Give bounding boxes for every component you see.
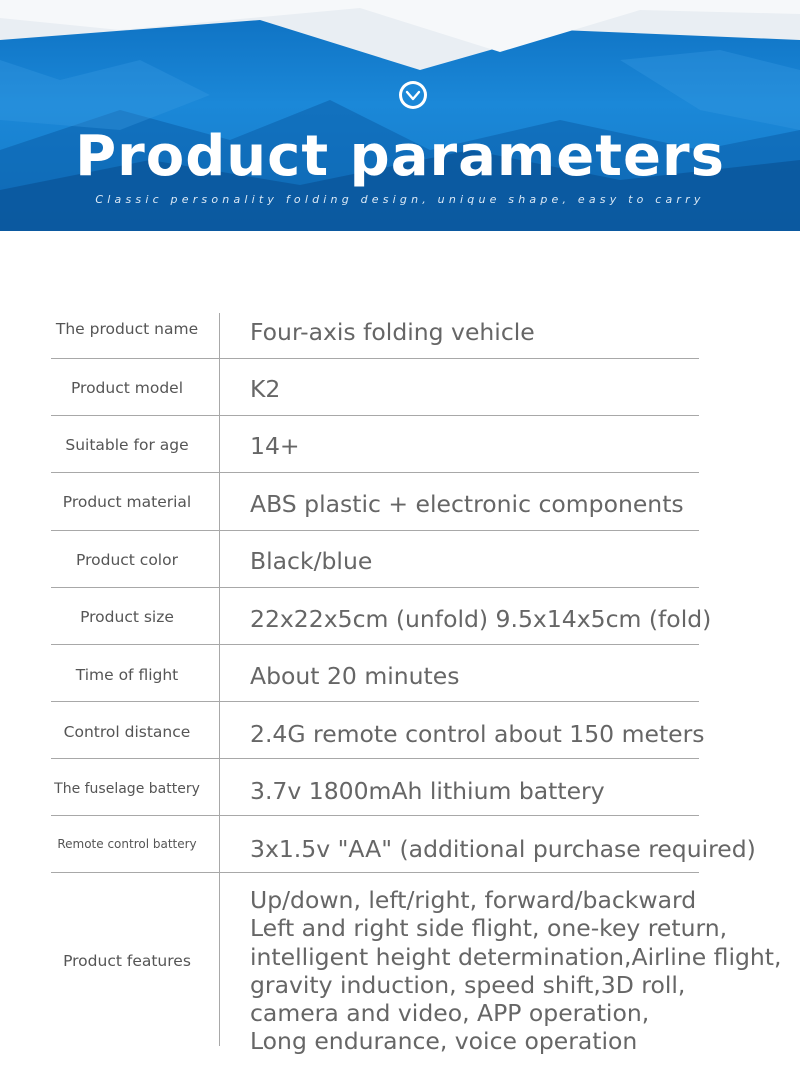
feature-line: Left and right side flight, one-key return,: [250, 914, 728, 943]
label-remote-battery: Remote control battery: [57, 837, 197, 851]
label-time-of-flight: Time of flight: [75, 666, 179, 684]
feature-line: gravity induction, speed shift,3D roll,: [250, 970, 686, 999]
value-product-features: [250, 886, 781, 1056]
value-time-of-flight: About 20 minutes: [250, 662, 460, 690]
row-divider: [51, 758, 699, 759]
label-fuselage-battery: The fuselage battery: [54, 781, 200, 797]
row-divider: [51, 587, 699, 588]
label-product-features: Product features: [63, 952, 191, 970]
row-divider: [51, 701, 699, 702]
row-divider: [51, 644, 699, 645]
value-suitable-age: 14+: [250, 432, 300, 460]
label-suitable-age: Suitable for age: [65, 436, 189, 454]
page-subtitle: Classic personality folding design, unique shape, easy to carry: [95, 193, 705, 206]
feature-line: camera and video, APP operation,: [250, 999, 650, 1028]
label-product-size: Product size: [80, 608, 174, 626]
row-divider: [51, 530, 699, 531]
feature-line: intelligent height determination,Airline flight,: [250, 942, 782, 971]
row-divider: [51, 415, 699, 416]
feature-line: Up/down, left/right, forward/backward: [250, 886, 697, 914]
row-divider: [51, 358, 699, 359]
label-control-distance: Control distance: [63, 723, 191, 741]
feature-line: Long endurance, voice operation: [250, 1027, 638, 1056]
value-remote-battery: 3x1.5v "AA" (additional purchase required): [250, 835, 756, 863]
label-product-model: Product model: [70, 379, 184, 397]
value-product-size: 22x22x5cm (unfold) 9.5x14x5cm (fold): [250, 605, 712, 633]
value-product-name: Four-axis folding vehicle: [250, 318, 535, 346]
value-product-material: ABS plastic + electronic components: [250, 490, 684, 518]
column-divider: [219, 313, 220, 1046]
page-title: Product parameters: [75, 124, 725, 189]
row-divider: [51, 815, 699, 816]
label-product-name: The product name: [55, 320, 199, 338]
row-divider: [51, 872, 699, 873]
row-divider: [51, 472, 699, 473]
value-fuselage-battery: 3.7v 1800mAh lithium battery: [250, 777, 605, 805]
label-product-material: Product material: [62, 493, 192, 511]
value-control-distance: 2.4G remote control about 150 meters: [250, 720, 705, 748]
value-product-color: Black/blue: [250, 547, 373, 575]
label-product-color: Product color: [76, 551, 178, 569]
value-product-model: K2: [250, 375, 281, 403]
